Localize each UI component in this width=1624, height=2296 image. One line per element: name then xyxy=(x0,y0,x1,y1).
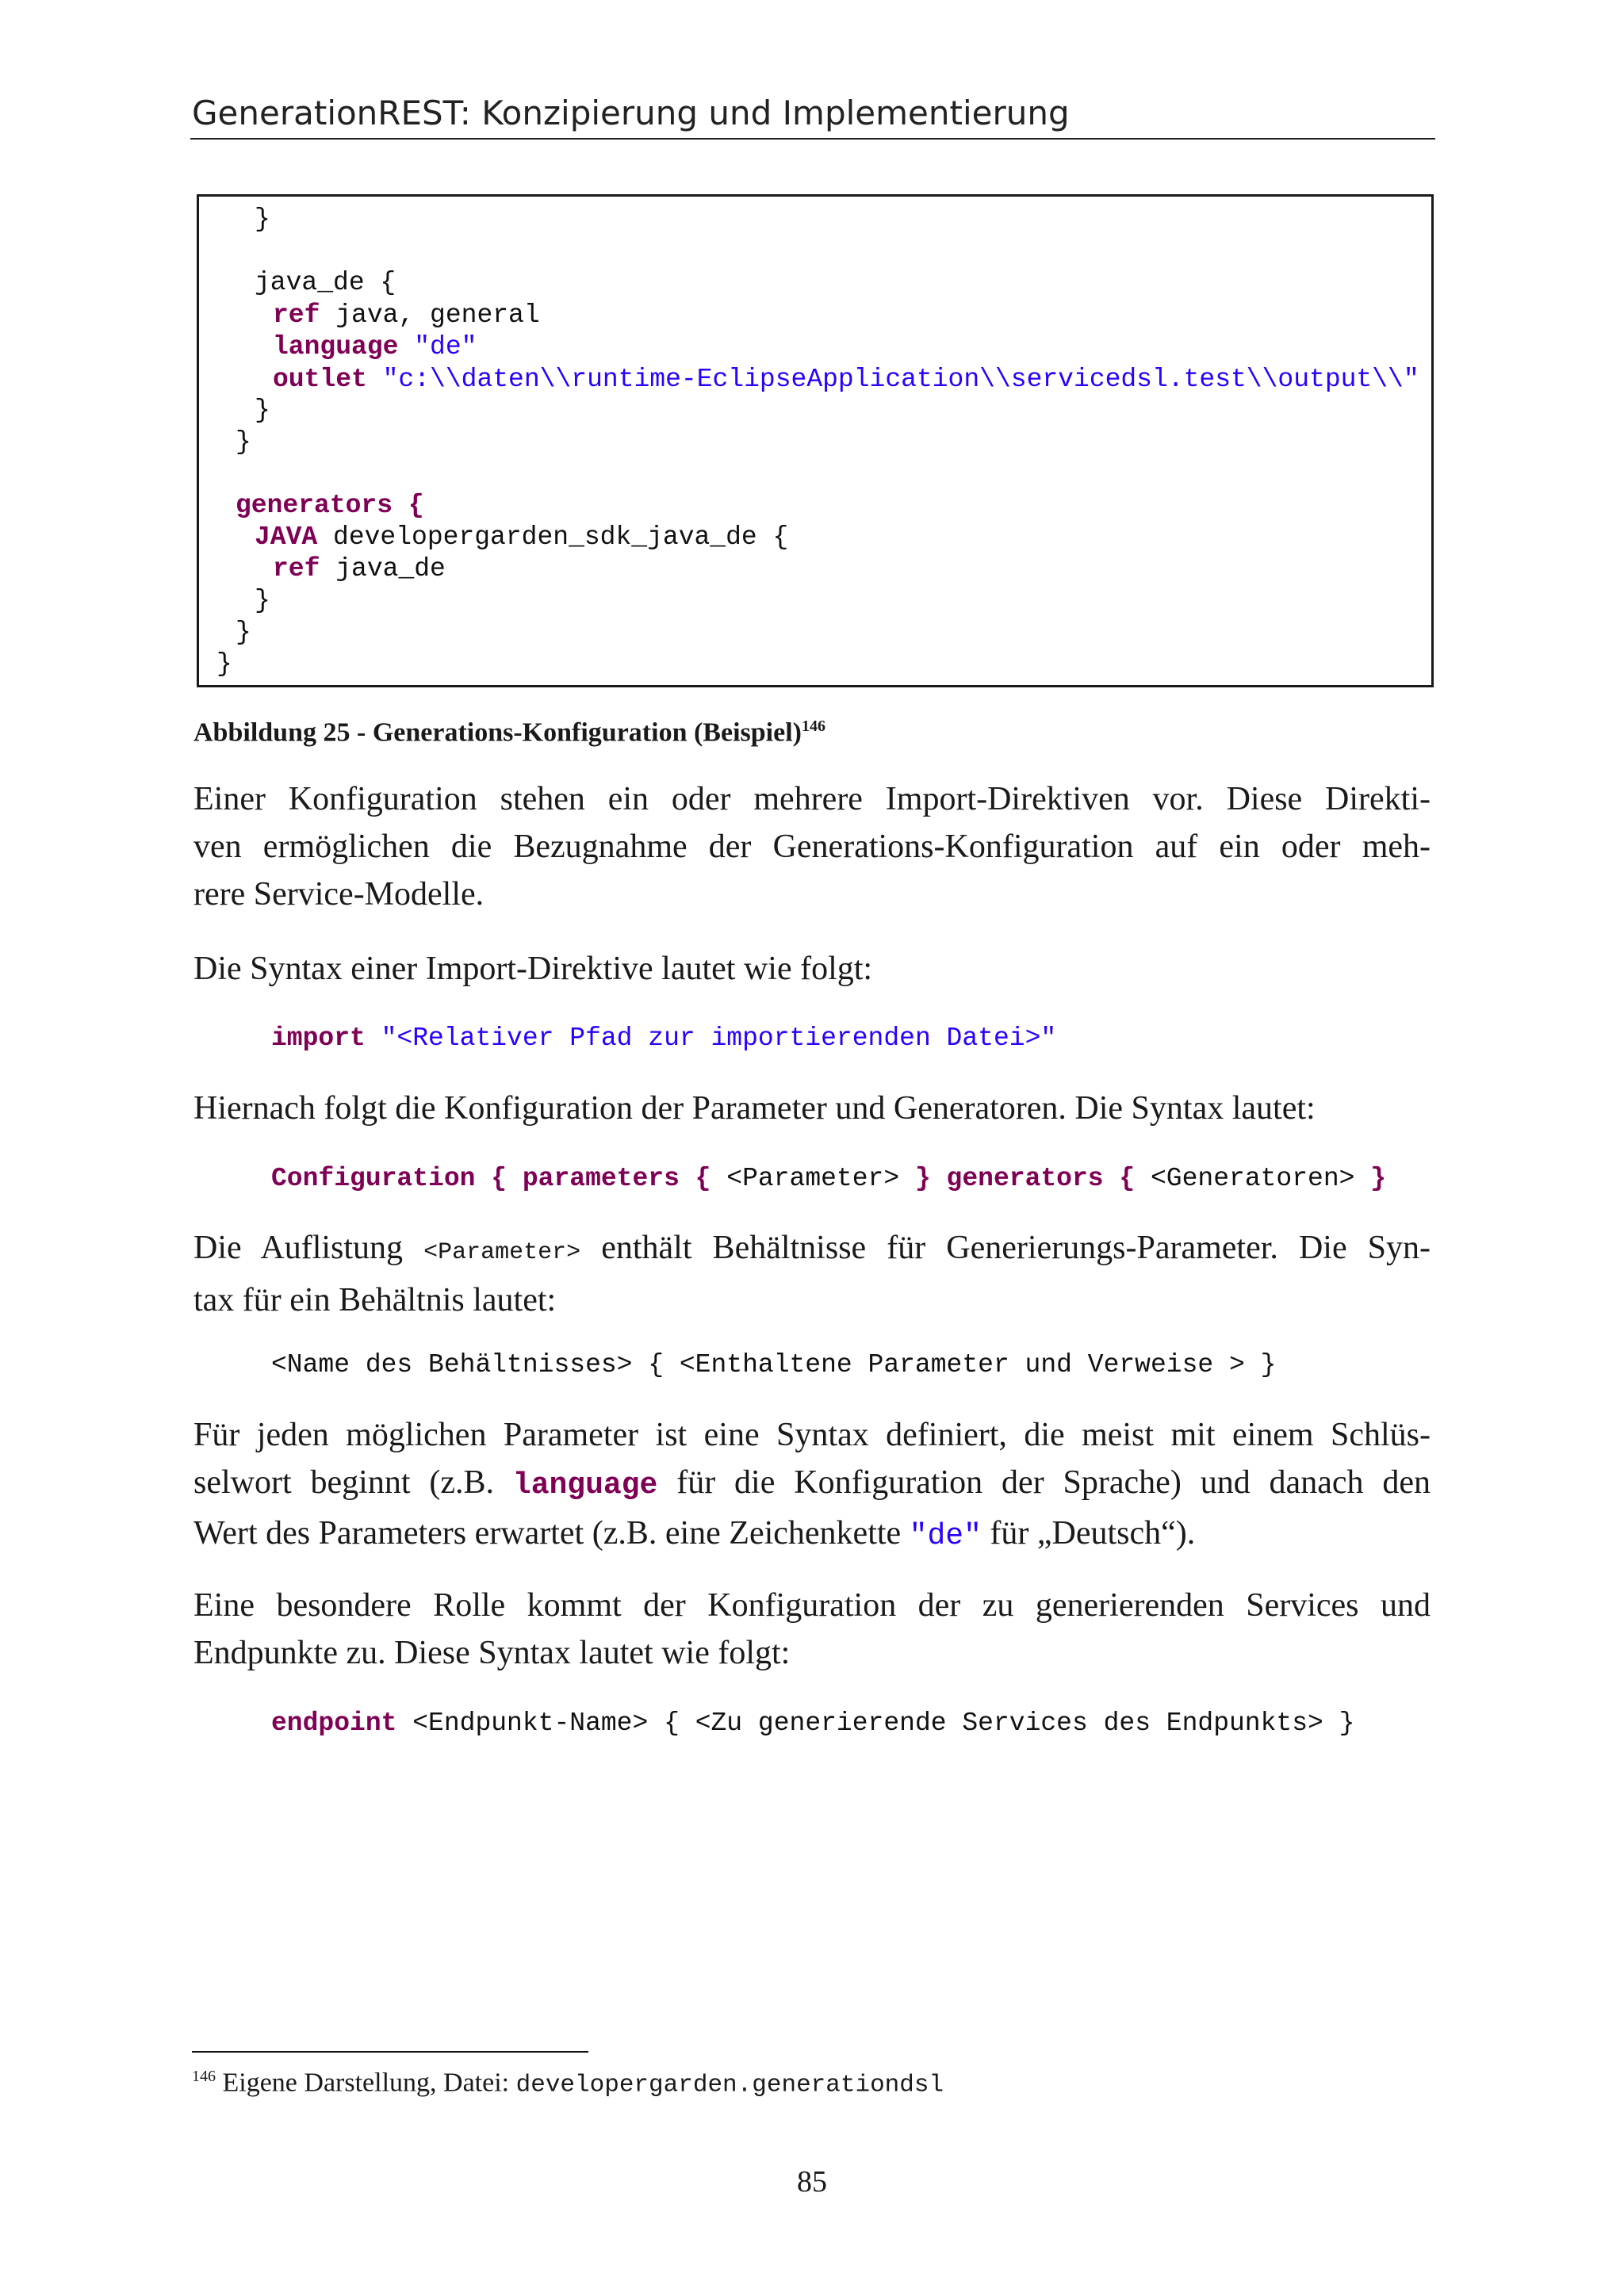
figure-caption: Abbildung 25 - Generations-Konfiguration (Beispiel)$^{146}$ xyxy=(193,718,825,748)
code-line: } xyxy=(255,586,270,615)
code-line: } xyxy=(236,427,251,457)
running-header: GenerationREST: Konzipierung und Implementierung xyxy=(192,94,1070,132)
code-line: JAVA developergarden_sdk_java_de { xyxy=(255,522,789,552)
paragraph-parameter-syntax: Für jeden möglichen Parameter ist eine Syntax definiert, die meist mit einem Schlüs- selwort beginnt (z.B. language für die Konfiguration der Sprache) und danach den Wert des Parameters erwartet (z.B. eine Zeichenkette "de" für „Deutsch“). xyxy=(193,1417,1431,1553)
code-listing-box xyxy=(197,194,1434,687)
paragraph-import-syntax: Die Syntax einer Import-Direktive lautet wie folgt: xyxy=(193,951,873,987)
footnote-ref: 146 xyxy=(801,718,825,735)
syntax-import: import "<Relativer Pfad zur importierenden Datei>" xyxy=(271,1024,1057,1053)
syntax-endpoint: endpoint <Endpunkt-Name> { <Zu generierende Services des Endpunkts> } xyxy=(271,1709,1355,1738)
code-line: language "de" xyxy=(273,332,477,362)
syntax-container: <Name des Behältnisses> { <Enthaltene Parameter und Verweise > } xyxy=(271,1350,1277,1380)
code-line: ref java_de xyxy=(273,554,446,584)
paragraph-parameter-list: Die Auflistung <Parameter> enthält Behältnisse für Generierungs-Parameter. Die Syn- tax für ein Behältnis lautet: xyxy=(193,1230,1431,1318)
footnote-rule xyxy=(192,2051,588,2053)
paragraph-config-syntax: Hiernach folgt die Konfiguration der Parameter und Generatoren. Die Syntax lautet: xyxy=(193,1090,1316,1127)
syntax-configuration: Configuration { parameters { <Parameter> } generators { <Generatoren> } xyxy=(271,1164,1387,1193)
page-number: 85 xyxy=(797,2165,827,2198)
paragraph-endpoint: Eine besondere Rolle kommt der Konfiguration der zu generierenden Services und Endpunkte zu. Diese Syntax lautet wie folgt: xyxy=(193,1587,1431,1671)
code-line: } xyxy=(236,618,251,647)
code-line: } xyxy=(255,396,270,425)
code-line: outlet "c:\\daten\\runtime-EclipseApplication\\servicedsl.test\\output\\" xyxy=(273,365,1419,394)
header-rule xyxy=(190,138,1435,140)
paragraph-import-intro: Einer Konfiguration stehen ein oder mehrere Import-Direktiven vor. Diese Direkti- ven ermöglichen die Bezugnahme der Generations-Konfiguration auf ein oder meh- rere Service-Modelle. xyxy=(193,781,1431,913)
code-line: generators { xyxy=(236,491,424,520)
code-line: ref java, general xyxy=(273,300,540,330)
footnote: $^{146}$ Eigene Darstellung, Datei: developergarden.generationdsl xyxy=(192,2068,944,2099)
code-line: java_de { xyxy=(255,268,396,297)
code-line: } xyxy=(216,649,232,679)
code-line: } xyxy=(255,205,270,234)
